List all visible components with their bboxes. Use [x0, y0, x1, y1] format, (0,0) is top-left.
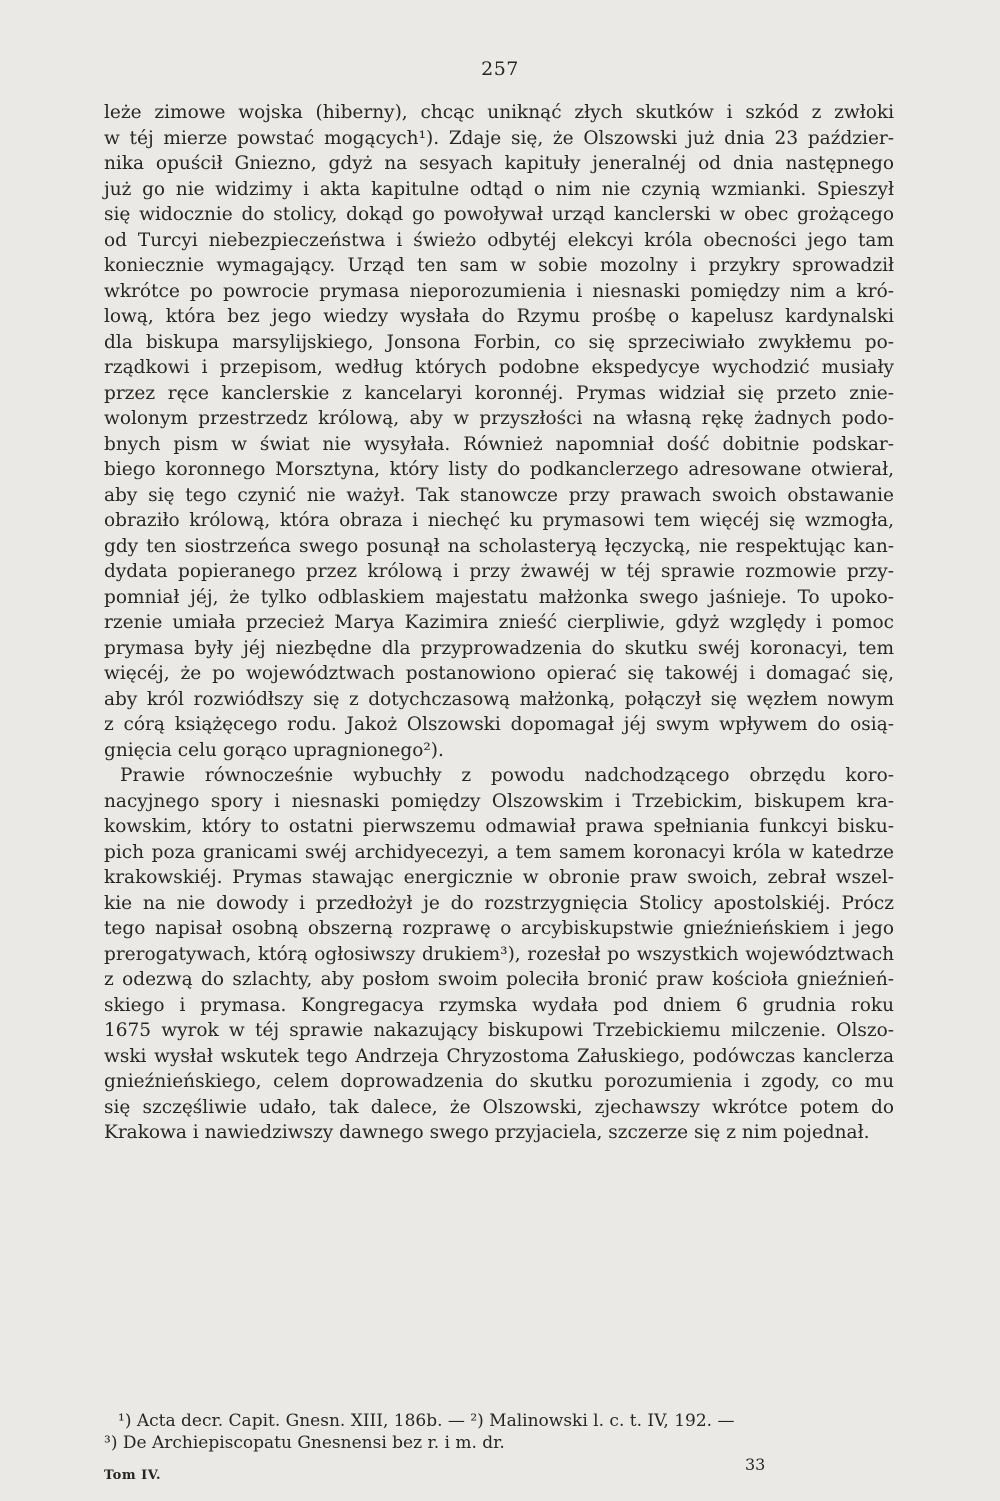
text-line: biego koronnego Morsztyna, który listy do podkanclerzego adresowane otwierał,	[104, 459, 894, 480]
text-line: przez ręce kanclerskie z kancelaryi koronnéj. Prymas widział się przeto znie-	[104, 382, 894, 404]
text-line: aby się tego czynić nie ważył. Tak stanowcze przy prawach swoich obstawanie	[104, 484, 894, 506]
text-line: nika opuścił Gniezno, gdyż na sesyach kapituły jeneralnéj od dnia następnego	[104, 153, 894, 174]
body-text	[104, 100, 894, 1146]
text-line: gnięcia celu gorąco upragnionego²).	[104, 739, 444, 761]
text-line: pich poza granicami swéj archidyecezyi, a tem samem koronacyi króla w katedrze	[104, 841, 894, 863]
text-line: lową, która bez jego wiedzy wysłała do Rzymu prośbę o kapelusz kardynalski	[104, 306, 894, 327]
text-line: prymasa były jéj niezbędne dla przyprowadzenia do skutku swéj koronacyi, tem	[104, 637, 894, 659]
text-line: z córą książęcego rodu. Jakoż Olszowski dopomagał jéj swym wpływem do osią-	[104, 714, 894, 735]
text-line: Prawie równocześnie wybuchły z powodu nadchodzącego obrzędu koro-	[120, 765, 894, 786]
text-line: dla biskupa marsylijskiego, Jonsona Forbin, co się sprzeciwiało zwykłemu po-	[104, 331, 894, 353]
footnote-line: ³) De Archiepiscopatu Gnesnensi bez r. i m. dr.	[104, 1433, 505, 1453]
text-line: kie na nie dowody i przedłożył je do rozstrzygnięcia Stolicy apostolskiéj. Prócz	[104, 892, 894, 914]
text-line: rządkowi i przepisom, według których podobne ekspedycye wychodzić musiały	[104, 357, 894, 378]
text-line: w téj mierze powstać mogących¹). Zdaje się, że Olszowski już dnia 23 paździer-	[104, 127, 894, 149]
text-line: 1675 wyrok w téj sprawie nakazujący biskupowi Trzebickiemu milczenie. Olszo-	[104, 1020, 894, 1041]
footnotes	[104, 1410, 894, 1454]
text-line: wolonym przestrzedz królową, aby w przyszłości na własną rękę żadnych podo-	[104, 408, 894, 429]
text-line: obraziło królową, która obraza i niechęć ku prymasowi tem więcéj się wzmogła,	[104, 510, 894, 531]
printer-signature: Tom IV.	[104, 1468, 162, 1483]
text-line: skiego i prymasa. Kongregacya rzymska wydała pod dniem 6 grudnia roku	[104, 994, 894, 1016]
sheet-number: 33	[745, 1455, 766, 1474]
text-line: bnych pism w świat nie wysyłała. Również napomniał dość dobitnie podskar-	[104, 433, 894, 455]
text-line: wkrótce po powrocie prymasa nieporozumienia i niesnaski pomiędzy nim a kró-	[104, 280, 894, 302]
text-line: gnieźnieńskiego, celem doprowadzenia do skutku porozumienia i zgody, co mu	[104, 1071, 894, 1092]
text-line: prerogatywach, którą ogłosiwszy drukiem³), rozesłał po wszystkich województwach	[104, 943, 894, 965]
text-line: tego napisał osobną obszerną rozprawę o arcybiskupstwie gnieźnieńskiem i jego	[104, 918, 894, 939]
text-line: leże zimowe wojska (hiberny), chcąc uniknąć złych skutków i szkód z zwłoki	[104, 102, 894, 123]
text-line: dydata popieranego przez królową i przy żwawéj w téj sprawie rozmowie przy-	[104, 561, 894, 582]
text-line: już go nie widzimy i akta kapitulne odtąd o nim nie czynią wzmianki. Spieszył	[104, 178, 894, 200]
text-line: z odezwą do szlachty, aby posłom swoim poleciła bronić praw kościoła gnieźnień-	[104, 969, 894, 990]
text-line: Krakowa i nawiedziwszy dawnego swego przyjaciela, szczerze się z nim pojednał.	[104, 1122, 870, 1143]
page-number: 257	[481, 58, 519, 80]
text-line: kowskim, który to ostatni pierwszemu odmawiał prawa spełniania funkcyi bisku-	[104, 816, 894, 837]
text-line: pomniał jéj, że tylko odblaskiem majestatu małżonka swego jaśnieje. To upoko-	[104, 586, 894, 608]
text-line: rzenie umiała przecież Marya Kazimira znieść cierpliwie, gdyż względy i pomoc	[104, 612, 894, 633]
text-line: wski wysłał wskutek tego Andrzeja Chryzostoma Załuskiego, podówczas kanclerza	[104, 1045, 894, 1067]
footnote-line: ¹) Acta decr. Capit. Gnesn. XIII, 186b. — ²) Malinowski l. c. t. IV, 192. —	[118, 1411, 735, 1431]
text-line: aby król rozwiódłszy się z dotychczasową małżonką, połączył się węzłem nowym	[104, 688, 894, 710]
text-line: gdy ten siostrzeńca swego posunął na scholasteryą łęczycką, nie respektując kan-	[104, 535, 894, 557]
text-line: nacyjnego spory i niesnaski pomiędzy Olszowskim i Trzebickim, biskupem kra-	[104, 790, 894, 812]
text-line: się szczęśliwie udało, tak dalece, że Olszowski, zjechawszy wkrótce potem do	[104, 1096, 894, 1118]
text-line: koniecznie wymagający. Urząd ten sam w sobie mozolny i przykry sprowadził	[104, 255, 894, 276]
text-line: się widocznie do stolicy, dokąd go powoływał urząd kanclerski w obec grożącego	[104, 204, 894, 225]
text-line: krakowskiéj. Prymas stawając energicznie w obronie praw swoich, zebrał wszel-	[104, 867, 894, 888]
text-line: więcéj, że po województwach postanowiono opierać się takowéj i domagać się,	[104, 663, 894, 684]
text-line: od Turcyi niebezpieczeństwa i świeżo odbytéj elekcyi króla obecności jego tam	[104, 229, 894, 251]
